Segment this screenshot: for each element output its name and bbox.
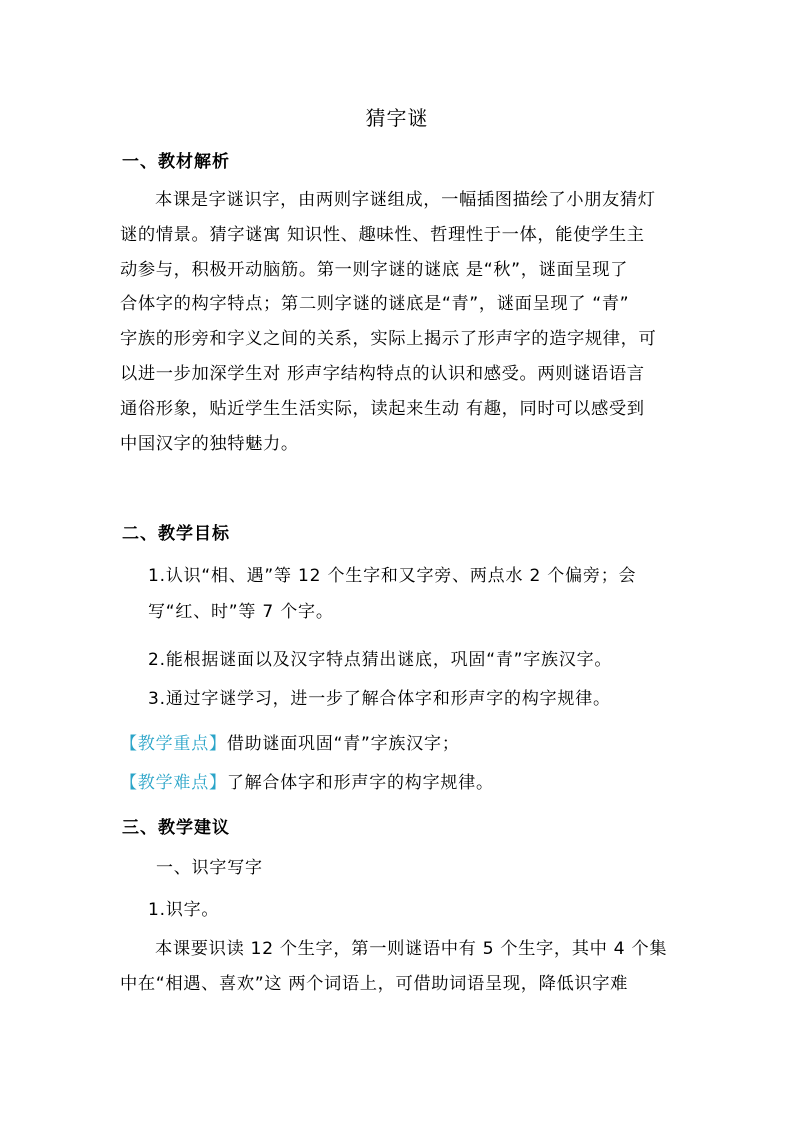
subheading-literacy: 一、识字写字: [156, 858, 263, 878]
section-heading-objectives: 二、教学目标: [122, 524, 230, 544]
section-heading-suggestions: 三、教学建议: [122, 818, 230, 838]
paragraph-line: 谜的情景。猜字谜寓 知识性、趣味性、哲理性于一体，能使学生主: [120, 224, 645, 245]
paragraph-line: 本课要识读 12 个生字，第一则谜语中有 5 个生字，其中 4 个集: [155, 939, 668, 959]
difficulty-tag: 【教学难点】: [120, 773, 227, 793]
difficulty-text: 了解合体字和形声字的构字规律。: [226, 773, 494, 793]
paragraph-line: 本课是字谜识字，由两则字谜组成，一幅插图描绘了小朋友猜灯: [155, 190, 656, 210]
objective-item-1-continued: 写“红、时”等 7 个字。: [148, 602, 334, 622]
key-point-line: [120, 732, 460, 756]
paragraph-line: 动参与，积极开动脑筋。第一则字谜的谜底 是“秋”，谜面呈现了: [120, 259, 628, 280]
page-title: 猜字谜: [365, 106, 429, 130]
paragraph-line: 中在“相遇、喜欢”这 两个词语上，可借助词语呈现，降低识字难: [120, 973, 628, 994]
objective-item-1: 1.认识“相、遇”等 12 个生字和又字旁、两点水 2 个偏旁；会: [148, 566, 637, 586]
paragraph-line: 字族的形旁和字义之间的关系，实际上揭示了形声字的造字规律，可: [120, 329, 657, 350]
paragraph-line: 通俗形象，贴近学生生活实际，读起来生动 有趣，同时可以感受到: [120, 398, 645, 419]
paragraph-line: 以进一步加深学生对 形声字结构特点的认识和感受。两则谜语语言: [120, 363, 645, 384]
key-point-tag: 【教学重点】: [120, 734, 227, 754]
objective-item-3: 3.通过字谜学习，进一步了解合体字和形声字的构字规律。: [148, 689, 611, 709]
objective-item-2: 2.能根据谜面以及汉字特点猜出谜底，巩固“青”字族汉字。: [148, 650, 613, 670]
paragraph-line: 合体字的构字特点；第二则字谜的谜底是“青”，谜面呈现了 “青”: [120, 294, 630, 315]
paragraph-line: 中国汉字的独特魅力。: [120, 433, 299, 454]
suggestions-paragraph: [120, 932, 680, 1002]
key-point-text: 借助谜面巩固“青”字族汉字；: [226, 734, 460, 754]
difficulty-line: [120, 771, 494, 795]
analysis-paragraph: [120, 183, 680, 461]
subitem-recognize: 1.识字。: [148, 900, 220, 920]
section-heading-analysis: 一、教材解析: [122, 152, 230, 172]
